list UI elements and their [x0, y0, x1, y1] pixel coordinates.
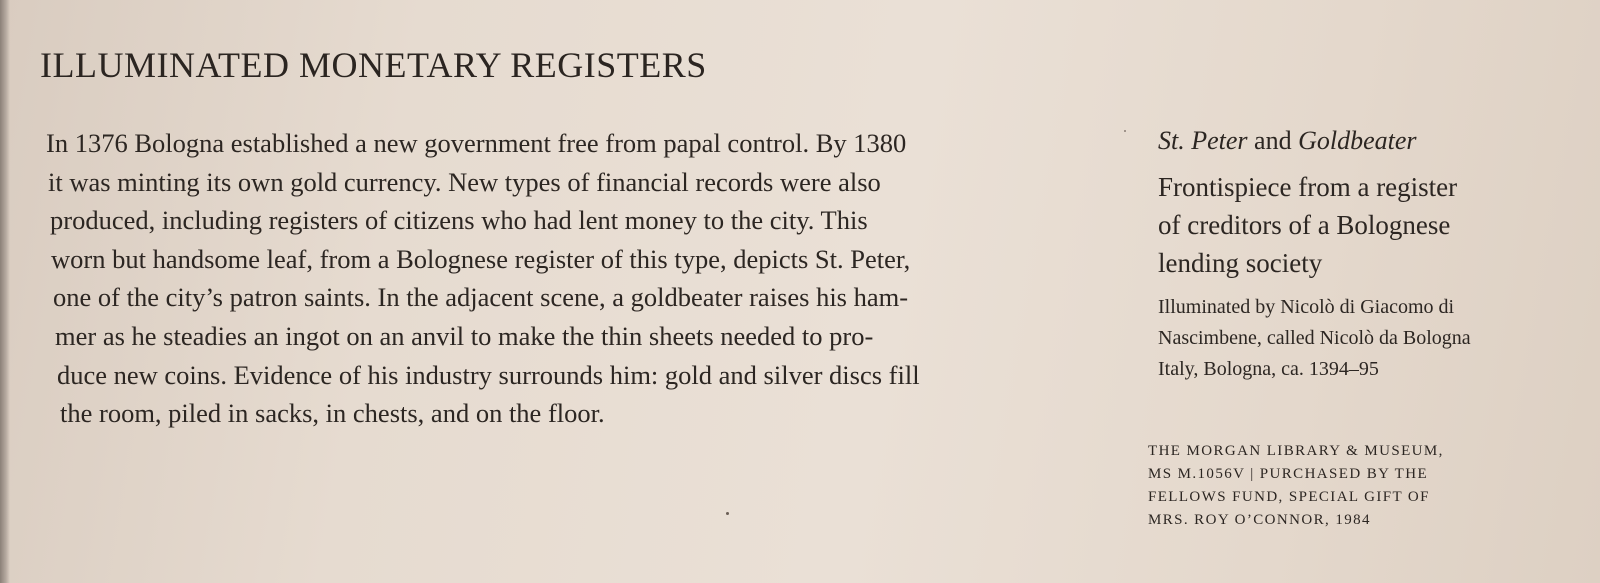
description-line: Frontispiece from a register	[1158, 172, 1458, 202]
body-line: In 1376 Bologna established a new government free from papal control. By 1380	[46, 128, 907, 158]
body-line: one of the city’s patron saints. In the adjacent scene, a goldbeater raises his ham-	[53, 282, 909, 313]
date-line: Italy, Bologna, ca. 1394–95	[1158, 358, 1379, 380]
object-description	[1158, 168, 1578, 282]
label-title: ILLUMINATED MONETARY REGISTERS	[40, 45, 707, 85]
body-line: the room, piled in sacks, in chests, and on the floor.	[60, 398, 605, 429]
object-title-part2: Goldbeater	[1298, 126, 1417, 155]
credit-line-row: MS M.1056V | PURCHASED BY THE	[1148, 466, 1429, 482]
body-line: produced, including registers of citizens who had lent money to the city. This	[50, 205, 868, 236]
credit-line-row: THE MORGAN LIBRARY & MUSEUM,	[1148, 443, 1444, 459]
object-attribution	[1158, 292, 1578, 385]
object-title-and: and	[1247, 126, 1299, 155]
credit-line-row: MRS. ROY O’CONNOR, 1984	[1148, 512, 1371, 528]
body-line: duce new coins. Evidence of his industry surrounds him: gold and silver discs fill	[57, 359, 920, 390]
artist-line: Illuminated by Nicolò di Giacomo di	[1158, 296, 1455, 318]
credit-line-row: FELLOWS FUND, SPECIAL GIFT OF	[1148, 489, 1430, 505]
label-body-text	[46, 124, 1126, 433]
body-line: it was minting its own gold currency. New types of financial records were also	[48, 166, 881, 197]
description-line: of creditors of a Bolognese	[1158, 210, 1451, 240]
wall-speck	[1124, 130, 1126, 132]
wall-speck	[726, 512, 729, 515]
artist-line: Nascimbene, called Nicolò da Bologna	[1158, 327, 1471, 349]
object-title-part1: St. Peter	[1158, 126, 1248, 155]
credit-line	[1148, 440, 1444, 532]
object-caption	[1158, 124, 1578, 385]
description-line: lending society	[1158, 248, 1323, 278]
body-line: worn but handsome leaf, from a Bolognese register of this type, depicts St. Peter,	[51, 243, 911, 274]
body-line: mer as he steadies an ingot on an anvil to make the thin sheets needed to pro-	[55, 320, 874, 351]
object-title	[1158, 124, 1578, 158]
